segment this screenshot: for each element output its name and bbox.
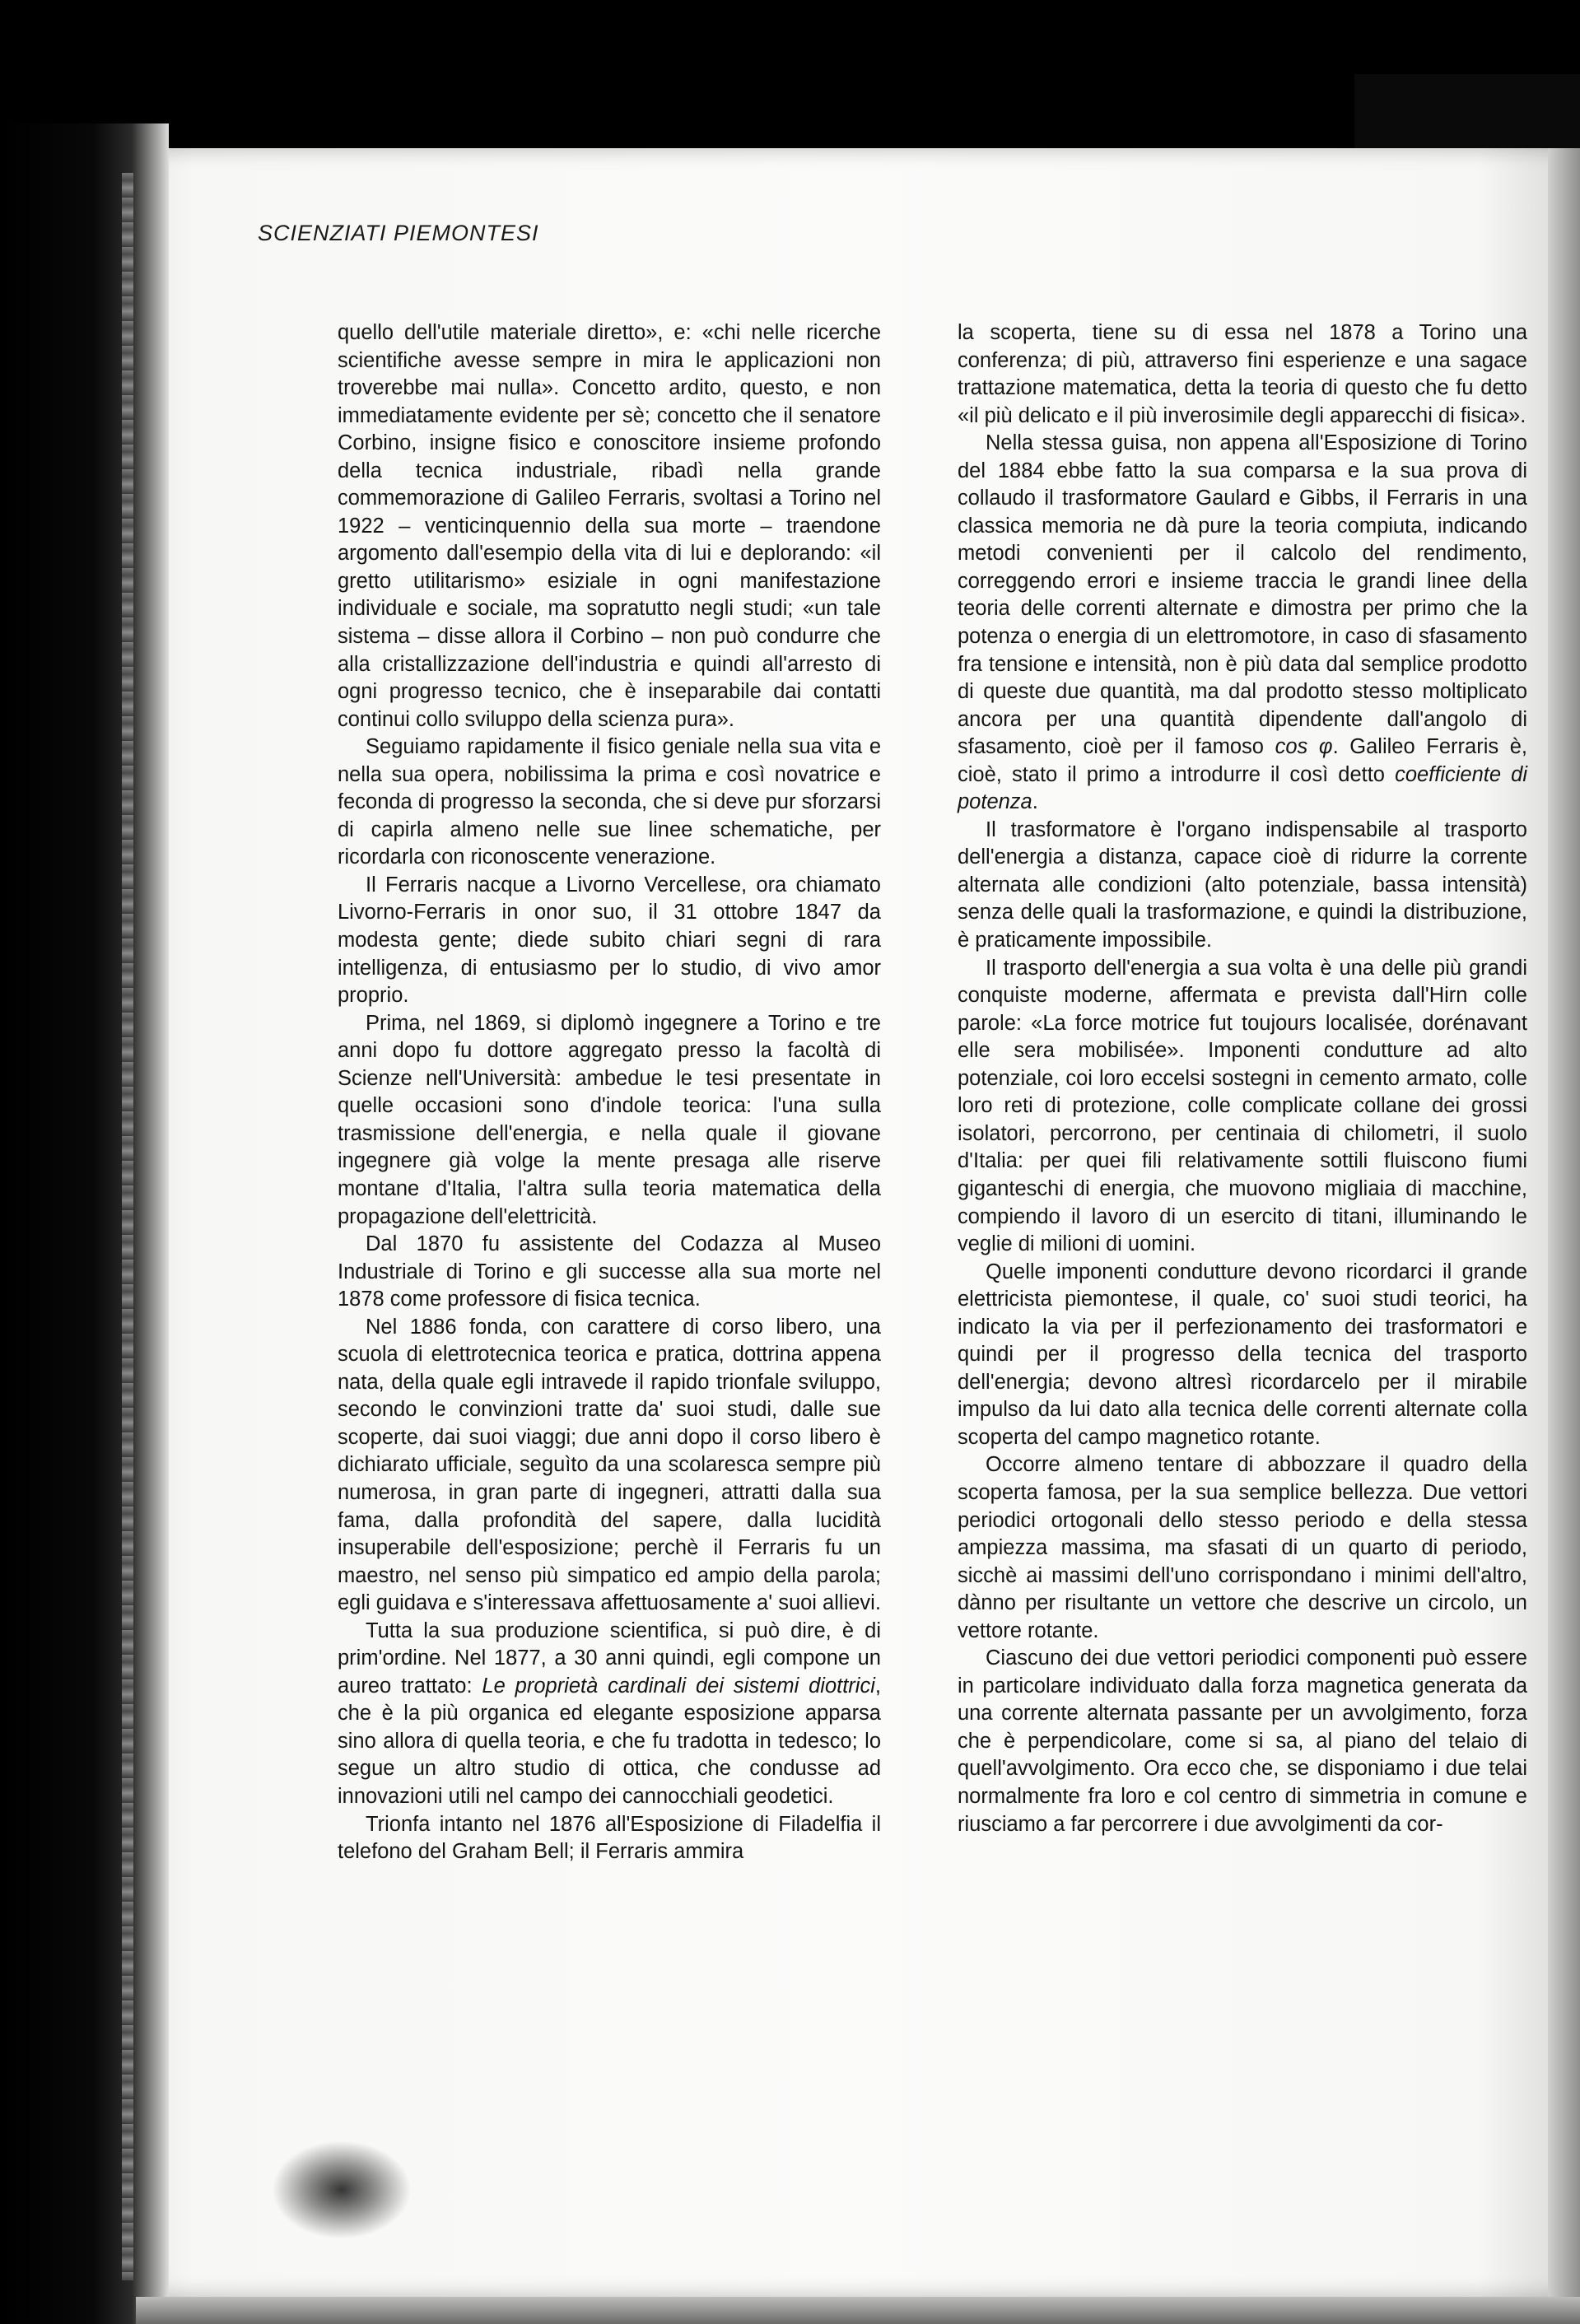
paragraph: Il trasporto dell'energia a sua volta è una delle più grandi conquiste moderne, affermata e prevista dall'Hirn colle parole: «La force motrice fut toujours localisée, dorénavant elle sera mobilisée». Imponenti condutture ad alto potenziale, coi loro eccelsi sostegni in cemento armato, colle loro reti di protezione, colle complicate collane dei grossi isolatori, percorrono, per centinaia di chilometri, il suolo d'Italia: per quei fili relativamente sottili fluiscono fiumi giganteschi di energia, che muovono migliaia di macchine, compiendo il lavoro di un esercito di titani, illuminando le veglie di milioni di uomini. xyxy=(958,956,1527,1256)
paragraph-text: , che è la più organica ed elegante esposizione apparsa sino allora di quella teoria, e che fu tradotta in tedesco; lo segue un altro studio di ottica, che condusse ad innovazioni utili nel campo dei cannocchiali geodetici. xyxy=(338,1674,881,1808)
paragraph-with-title xyxy=(338,1618,881,1811)
paragraph: Occorre almeno tentare di abbozzare il quadro della scoperta famosa, per la sua semplice bellezza. Due vettori periodici ortogonali dello stesso periodo e della stessa ampiezza massima, ma sfasati di un quarto di periodo, sicchè ai massimi dell'uno corrispondano i minimi dell'altro, dànno per risultante un vettore che descrive un circolo, un vettore rotante. xyxy=(958,1453,1527,1642)
paragraph-text: Nella stessa guisa, non appena all'Esposizione di Torino del 1884 ebbe fatto la sua comparsa e la sua prova di collaudo il trasformatore Gaulard e Gibbs, il Ferraris in una classica memoria ne dà pure la teoria compiuta, indicando metodi convenienti per il calcolo del rendimento, correggendo errori e insieme traccia le grandi linee della teoria delle correnti alternate e dimostra per primo che la potenza o energia di un elettromotore, in caso di sfasamento fra tensione e intensità, non è più data dal semplice prodotto di queste due quantità, ma dal prodotto stesso moltiplicato ancora per una quantità dipendente dall'angolo di sfasamento, cioè per il famoso xyxy=(958,431,1527,759)
paragraph-text: Tutta la sua produzione scientifica, si può dire, è di prim'ordine. Nel 1877, a 30 anni quindi, egli compone un aureo trattato: xyxy=(338,1618,881,1698)
paragraph: Seguiamo rapidamente il fisico geniale nella sua vita e nella sua opera, nobilissima la prima e così novatrice e feconda di progresso la seconda, che si deve pur sforzarsi di capirla almeno nelle sue linee schematiche, per ricordarla con riconoscente venerazione. xyxy=(338,735,881,869)
scanner-top-edge xyxy=(0,0,1580,165)
page-right-edge xyxy=(1548,148,1580,2324)
right-text-column xyxy=(958,319,1527,1838)
paragraph-text: . Galileo Ferraris è, cioè, stato il primo a introdurre il così detto xyxy=(958,735,1528,786)
left-text-column xyxy=(338,319,881,1866)
page-bottom-edge xyxy=(136,2297,1580,2324)
paragraph: quello dell'utile materiale diretto», e: «chi nelle ricerche scientifiche avesse sempre in mira le applicazioni non troverebbe mai nulla». Concetto ardito, questo, e non immediatamente evidente per sè; concetto che il senatore Corbino, insigne fisico e conoscitore insieme profondo della tecnica industriale, ribadì nella grande commemorazione di Galileo Ferraris, svoltasi a Torino nel 1922 – venticinquennio della sua morte – traendone argomento dall'esempio della vita di lui e deplorando: «il gretto utilitarismo» esiziale in ogni manifestazione individuale e sociale, ma sopratutto negli studi; «un tale sistema – disse allora il Corbino – non può condurre che alla cristallizzazione dell'industria e quindi all'arresto di ogni progresso tecnico, che è inseparabile dai contatti continui collo sviluppo della scienza pura». xyxy=(338,321,881,731)
book-spine-texture xyxy=(122,173,133,2280)
paragraph: Nel 1886 fonda, con carattere di corso libero, una scuola di elettrotecnica teorica e pratica, dottrina appena nata, della quale egli intravede il rapido trionfale sviluppo, secondo le convinzioni tratte da' suoi studi, dalle sue scoperte, dai suoi viaggi; due anni dopo il corso libero è dichiarato ufficiale, seguìto da una scolaresca sempre più numerosa, in gran parte di ingegneri, attratti dalla sua fama, dalla profondità del sapere, dalla lucidità insuperabile dell'esposizione; perchè il Ferraris fu un maestro, nel senso più simpatico ed ampio della parola; egli guidava e s'interessava affettuosamente a' suoi allievi. xyxy=(338,1315,881,1615)
running-header: SCIENZIATI PIEMONTESI xyxy=(258,221,539,245)
paragraph: la scoperta, tiene su di essa nel 1878 a Torino una conferenza; di più, attraverso fini esperienze e una sagace trattazione matematica, detta la teoria di questo che fu detto «il più delicato e il più inverosimile degli apparecchi di fisica». xyxy=(958,321,1527,427)
paragraph: Prima, nel 1869, si diplomò ingegnere a Torino e tre anni dopo fu dottore aggregato presso la facoltà di Scienze nell'Università: ambedue le tesi presentate in quelle occasioni sono d'indole teorica: l'una sulla trasmissione dell'energia, e nella quale il giovane ingegnere già volge la mente presaga alle riserve montane d'Italia, l'altra sulla teoria matematica della propagazione dell'elettricità. xyxy=(338,1011,881,1228)
technical-term: coefficiente di potenza xyxy=(958,762,1527,814)
formula-cos-phi: cos φ xyxy=(1275,735,1333,759)
paragraph-with-terms xyxy=(958,430,1527,817)
book-binding-shadow xyxy=(0,123,169,2324)
paragraph-text: . xyxy=(1032,790,1038,814)
paragraph: Il trasformatore è l'organo indispensabile al trasporto dell'energia a distanza, capace cioè di ridurre la corrente alternata alle condizioni (alto potenziale, bassa intensità) senza delle quali la trasformazione, e quindi la distribuzione, è praticamente impossibile. xyxy=(958,817,1527,952)
ink-smudge xyxy=(272,2140,412,2239)
paragraph: Ciascuno dei due vettori periodici componenti può essere in particolare individuato dalla forza magnetica generata da una corrente alternata passante per un avvolgimento, forza che è perpendicolare, come si sa, al piano del telaio di quell'avvolgimento. Ora ecco che, se disponiamo i due telai normalmente fra loro e col centro di simmetria in comune e riusciamo a far percorrere i due avvolgimenti da cor- xyxy=(958,1646,1527,1836)
book-title: Le proprietà cardinali dei sistemi diottrici xyxy=(482,1674,875,1698)
paragraph: Trionfa intanto nel 1876 all'Esposizione di Filadelfia il telefono del Graham Bell; il Ferraris ammira xyxy=(338,1812,881,1864)
paragraph: Il Ferraris nacque a Livorno Vercellese, ora chiamato Livorno-Ferraris in onor suo, il 31 ottobre 1847 da modesta gente; diede subito chiari segni di rara intelligenza, di entusiasmo per lo studio, di vivo amor proprio. xyxy=(338,873,881,1008)
paragraph: Quelle imponenti condutture devono ricordarci il grande elettricista piemontese, il quale, co' suoi studi teorici, ha indicato la via per il perfezionamento dei trasformatori e quindi per il progresso della tecnica del trasporto dell'energia; devono altresì ricordarcelo per il mirabile impulso da lui dato alla tecnica delle correnti alternate colla scoperta del campo magnetico rotante. xyxy=(958,1260,1527,1449)
paragraph: Dal 1870 fu assistente del Codazza al Museo Industriale di Torino e gli successe alla sua morte nel 1878 come professore di fisica tecnica. xyxy=(338,1232,881,1311)
